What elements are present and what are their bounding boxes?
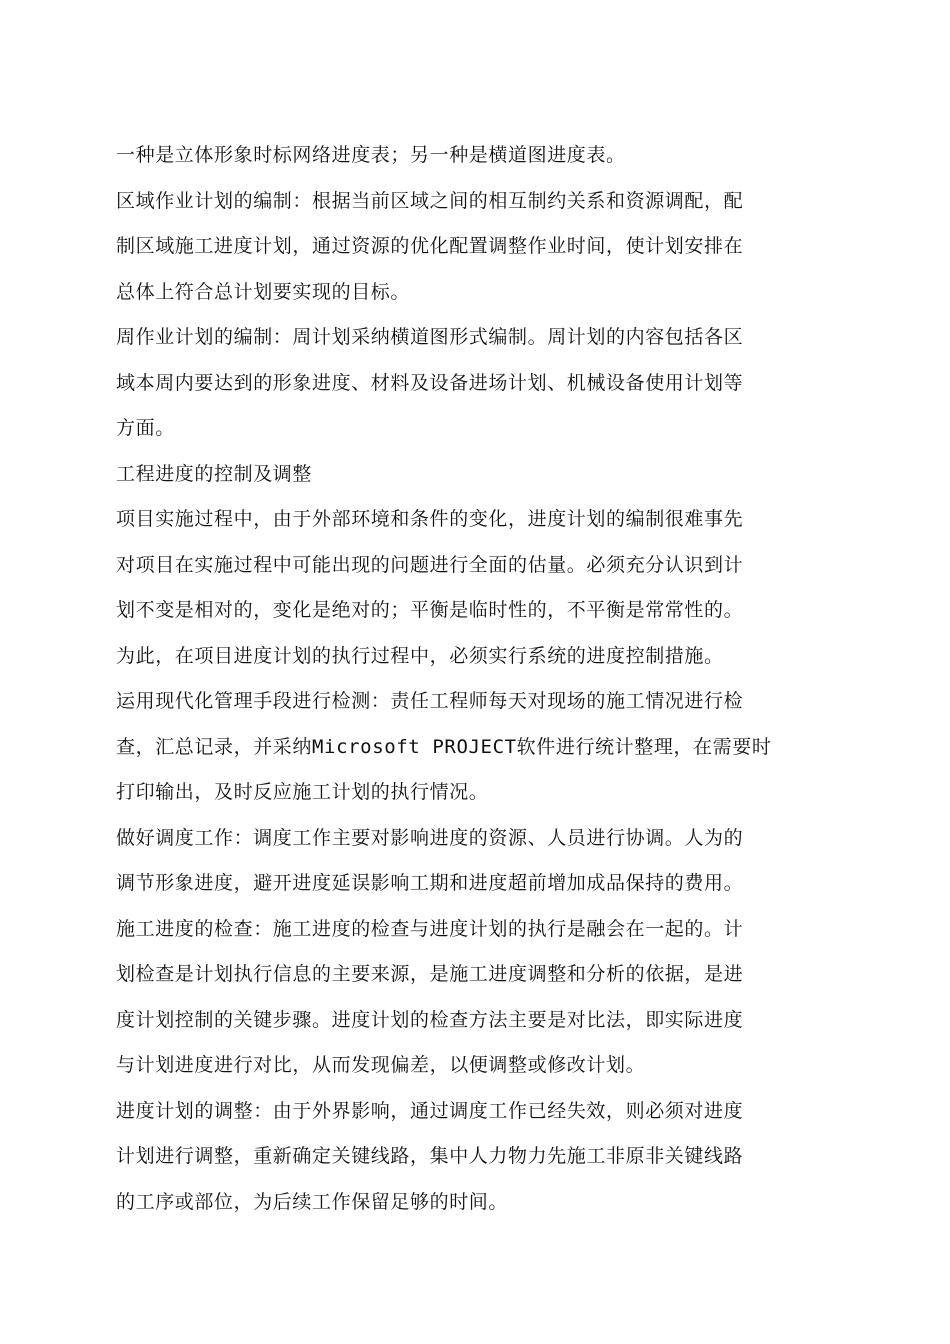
text-line: 做好调度工作：调度工作主要对影响进度的资源、人员进行协调。人为的 — [116, 826, 744, 849]
text-line: 运用现代化管理手段进行检测：责任工程师每天对现场的施工情况进行检 — [116, 690, 744, 712]
text-line: 方面。 — [116, 417, 175, 439]
text-line: 施工进度的检查：施工进度的检查与进度计划的执行是融会在一起的。计 — [116, 917, 744, 940]
text-line: 制区域施工进度计划，通过资源的优化配置调整作业时间，使计划安排在 — [116, 235, 744, 257]
text-line: 对项目在实施过程中可能出现的问题进行全面的估量。必须充分认识到计 — [116, 553, 744, 576]
document-body — [116, 133, 838, 1225]
text-line: 查，汇总记录，并采纳Microsoft PROJECT软件进行统计整理，在需要时 — [116, 735, 772, 758]
text-line: 区域作业计划的编制：根据当前区域之间的相互制约关系和资源调配，配 — [116, 189, 744, 212]
paragraph-schedule-types — [116, 133, 838, 179]
section-heading-progress-control — [116, 452, 838, 498]
text-line: 为此，在项目进度计划的执行过程中，必须实行系统的进度控制措施。 — [116, 644, 724, 667]
paragraph-inspection — [116, 907, 838, 1089]
paragraph-dispatch — [116, 816, 838, 907]
text-line: 划检查是计划执行信息的主要来源，是施工进度调整和分析的依据，是进 — [116, 963, 744, 985]
paragraph-area-plan — [116, 179, 838, 316]
text-line: 划不变是相对的，变化是绝对的；平衡是临时性的，不平衡是常常性的。 — [116, 599, 744, 621]
text-line: 总体上符合总计划要实现的目标。 — [116, 280, 411, 303]
paragraph-implementation — [116, 497, 838, 679]
text-line: 计划进行调整，重新确定关键线路，集中人力物力先施工非原非关键线路 — [116, 1145, 744, 1167]
paragraph-weekly-plan — [116, 315, 838, 452]
text-line: 工程进度的控制及调整 — [116, 462, 313, 485]
text-line: 项目实施过程中，由于外部环境和条件的变化，进度计划的编制很难事先 — [116, 508, 744, 530]
text-line: 调节形象进度，避开进度延误影响工期和进度超前增加成品保持的费用。 — [116, 872, 744, 894]
paragraph-adjustment — [116, 1089, 838, 1226]
text-line: 与计划进度进行对比，从而发现偏差，以便调整或修改计划。 — [116, 1054, 646, 1076]
text-line: 周作业计划的编制：周计划采纳横道图形式编制。周计划的内容包括各区 — [116, 326, 744, 348]
text-line: 一种是立体形象时标网络进度表；另一种是横道图进度表。 — [116, 144, 626, 166]
text-line: 域本周内要达到的形象进度、材料及设备进场计划、机械设备使用计划等 — [116, 371, 744, 394]
text-line: 打印输出，及时反应施工计划的执行情况。 — [116, 781, 489, 803]
text-line: 的工序或部位，为后续工作保留足够的时间。 — [116, 1190, 509, 1213]
text-line: 进度计划的调整：由于外界影响，通过调度工作已经失效，则必须对进度 — [116, 1099, 744, 1122]
text-line: 度计划控制的关键步骤。进度计划的检查方法主要是对比法，即实际进度 — [116, 1008, 744, 1031]
paragraph-monitoring — [116, 679, 838, 816]
